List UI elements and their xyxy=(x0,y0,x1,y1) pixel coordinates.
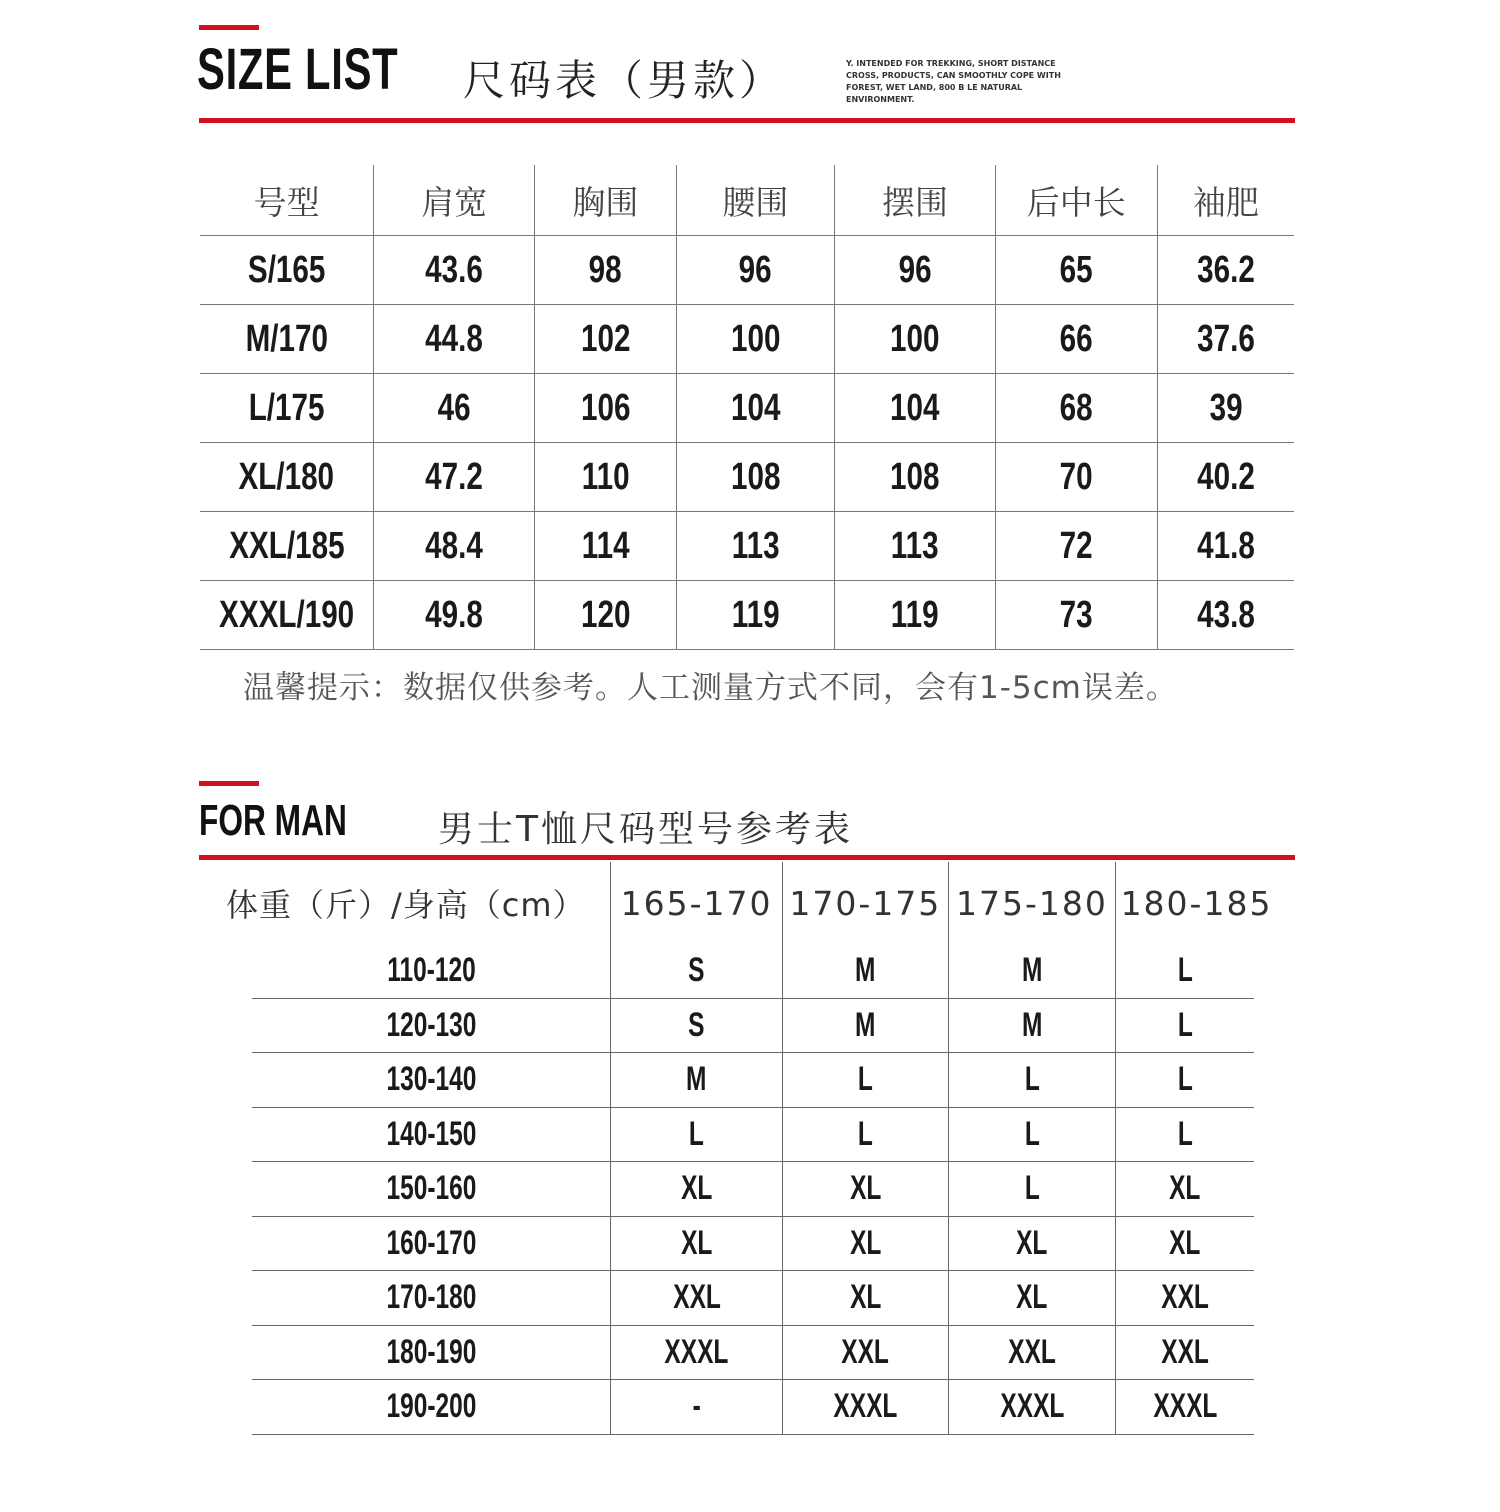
cell-text: 108 xyxy=(730,455,781,498)
size-cell xyxy=(611,1053,783,1108)
size-cell xyxy=(1116,1162,1277,1217)
cell-text: 150-160 xyxy=(386,1169,477,1208)
cell-text: 96 xyxy=(738,248,772,291)
size-cell xyxy=(611,1380,783,1435)
table-cell xyxy=(676,305,835,374)
cell-text: L xyxy=(1024,1169,1040,1208)
table-row xyxy=(226,1380,1277,1435)
table-cell xyxy=(995,305,1157,374)
size-cell xyxy=(948,1325,1115,1380)
cell-text: 140-150 xyxy=(386,1114,477,1153)
table-row xyxy=(200,236,1294,305)
cell-text: 70 xyxy=(1059,455,1093,498)
size-cell xyxy=(948,944,1115,998)
weight-cell xyxy=(226,944,611,998)
cell-text: XL xyxy=(1169,1169,1201,1208)
cell-text: 114 xyxy=(581,524,630,567)
cell-text: XXXL/190 xyxy=(219,593,355,636)
size-cell xyxy=(611,1325,783,1380)
size-cell xyxy=(1116,1216,1277,1271)
col-header-chest: 胸围 xyxy=(535,165,676,236)
table-row xyxy=(200,581,1294,650)
weight-cell xyxy=(226,1053,611,1108)
table-cell xyxy=(200,581,374,650)
cell-text: 110-120 xyxy=(386,951,476,990)
cell-text: 102 xyxy=(580,317,631,360)
cell-text: 120-130 xyxy=(386,1005,477,1044)
table-cell xyxy=(835,512,996,581)
table-cell xyxy=(676,236,835,305)
tshirt-chart-title: 男士T恤尺码型号参考表 xyxy=(438,809,853,850)
table-row xyxy=(200,512,1294,581)
size-chart-header-row xyxy=(200,165,1294,236)
weight-cell xyxy=(226,1216,611,1271)
col-header-sleeve: 袖肥 xyxy=(1157,165,1294,236)
table-cell xyxy=(374,236,535,305)
height-header: 170-175 xyxy=(782,862,948,944)
table-cell xyxy=(535,581,676,650)
cell-text: 68 xyxy=(1059,386,1093,429)
weight-cell xyxy=(226,1162,611,1217)
cell-text: 96 xyxy=(898,248,932,291)
table-cell xyxy=(1157,512,1294,581)
size-list-heading: SIZE LIST xyxy=(197,37,399,102)
cell-text: XXXL xyxy=(664,1332,729,1371)
cell-text: M/170 xyxy=(245,317,328,360)
weight-cell xyxy=(226,998,611,1053)
table-cell xyxy=(535,236,676,305)
table-cell xyxy=(676,443,835,512)
size-cell xyxy=(782,1216,948,1271)
cell-text: 36.2 xyxy=(1196,248,1255,291)
cell-text: 170-180 xyxy=(386,1278,477,1317)
height-header: 175-180 xyxy=(948,862,1115,944)
tshirt-size-table xyxy=(200,862,1300,1435)
cell-text: L xyxy=(1024,1114,1040,1153)
table-row xyxy=(200,374,1294,443)
table-cell xyxy=(374,305,535,374)
cell-text: 110 xyxy=(581,455,630,498)
size-cell xyxy=(782,1053,948,1108)
accent-bar-short xyxy=(199,25,259,30)
cell-text: XXXL xyxy=(1153,1387,1217,1426)
table-cell xyxy=(676,374,835,443)
col-header-size: 号型 xyxy=(253,182,320,222)
size-cell xyxy=(948,998,1115,1053)
table-row xyxy=(226,1271,1277,1326)
cell-text: XL xyxy=(680,1223,713,1262)
cell-text: XL xyxy=(1016,1223,1048,1262)
table-cell xyxy=(1157,443,1294,512)
table-cell xyxy=(374,512,535,581)
table-cell xyxy=(995,443,1157,512)
cell-text: 48.4 xyxy=(425,524,484,567)
col-header-hem: 摆围 xyxy=(835,165,996,236)
size-cell xyxy=(782,944,948,998)
table-cell xyxy=(835,305,996,374)
tshirt-header-row xyxy=(226,862,1277,944)
cell-text: XXL xyxy=(841,1332,890,1371)
table-cell xyxy=(1157,305,1294,374)
cell-text: 119 xyxy=(891,593,939,636)
cell-text: 100 xyxy=(730,317,781,360)
cell-text: XL xyxy=(849,1278,881,1317)
cell-text: L xyxy=(857,1060,873,1099)
cell-text: L xyxy=(689,1114,705,1153)
cell-text: S xyxy=(688,951,705,990)
size-cell xyxy=(611,1162,783,1217)
table-cell xyxy=(535,443,676,512)
cell-text: 39 xyxy=(1209,386,1243,429)
cell-text: S/165 xyxy=(247,248,326,291)
table-row xyxy=(200,443,1294,512)
fine-print: Y. INTENDED FOR TREKKING, SHORT DISTANCE CROSS, PRODUCTS, CAN SMOOTHLY COPE WITH FOREST, WET LAND, 800 B LE NATURAL ENVIRONMENT. xyxy=(846,59,1061,104)
table-cell xyxy=(200,305,374,374)
cell-text: XXL xyxy=(1161,1278,1209,1317)
cell-text: XXL xyxy=(1161,1332,1209,1371)
table-row xyxy=(226,1325,1277,1380)
cell-text: 43.6 xyxy=(425,248,484,291)
table-cell xyxy=(374,443,535,512)
cell-text: L/175 xyxy=(248,386,325,429)
table-cell xyxy=(200,512,374,581)
cell-text: 49.8 xyxy=(425,593,484,636)
cell-text: XL xyxy=(680,1169,713,1208)
table-cell xyxy=(1157,236,1294,305)
col-header-waist: 腰围 xyxy=(676,165,835,236)
cell-text: XL xyxy=(1169,1223,1201,1262)
size-cell xyxy=(1116,1053,1277,1108)
size-cell xyxy=(948,1162,1115,1217)
cell-text: XL xyxy=(849,1223,881,1262)
cell-text: 104 xyxy=(890,386,940,429)
table-cell xyxy=(835,581,996,650)
size-cell xyxy=(782,1107,948,1162)
cell-text: 43.8 xyxy=(1196,593,1255,636)
cell-text: 44.8 xyxy=(425,317,484,360)
weight-cell xyxy=(226,1107,611,1162)
cell-text: 100 xyxy=(890,317,940,360)
cell-text: 37.6 xyxy=(1196,317,1255,360)
table-cell xyxy=(835,236,996,305)
size-cell xyxy=(1116,1325,1277,1380)
table-row xyxy=(226,1107,1277,1162)
accent-bar-short-2 xyxy=(199,781,259,786)
size-cell xyxy=(1116,944,1277,998)
cell-text: 66 xyxy=(1059,317,1093,360)
table-cell xyxy=(200,374,374,443)
col-header-back-length: 后中长 xyxy=(995,165,1157,236)
cell-text: 47.2 xyxy=(425,455,484,498)
cell-text: 113 xyxy=(891,524,939,567)
cell-text: 104 xyxy=(730,386,781,429)
cell-text: XL xyxy=(849,1169,881,1208)
cell-text: XXL/185 xyxy=(228,524,345,567)
table-cell xyxy=(995,374,1157,443)
table-cell xyxy=(535,512,676,581)
cell-text: L xyxy=(1177,1005,1193,1044)
accent-rule-2 xyxy=(199,855,1295,860)
table-cell xyxy=(995,236,1157,305)
cell-text: 160-170 xyxy=(386,1223,477,1262)
measurement-note: 温馨提示：数据仅供参考。人工测量方式不同，会有1-5cm误差。 xyxy=(243,670,1178,706)
cell-text: S xyxy=(688,1005,705,1044)
cell-text: 65 xyxy=(1059,248,1093,291)
cell-text: 72 xyxy=(1059,524,1093,567)
size-cell xyxy=(948,1107,1115,1162)
table-row xyxy=(226,998,1277,1053)
size-cell xyxy=(1116,998,1277,1053)
cell-text: XXXL xyxy=(999,1387,1064,1426)
weight-cell xyxy=(226,1380,611,1435)
table-row xyxy=(200,305,1294,374)
cell-text: M xyxy=(855,951,876,990)
size-cell xyxy=(782,1162,948,1217)
table-cell xyxy=(835,374,996,443)
cell-text: L xyxy=(1177,951,1193,990)
for-man-heading: FOR MAN xyxy=(199,796,347,845)
table-cell xyxy=(374,581,535,650)
cell-text: 46 xyxy=(437,386,471,429)
weight-cell xyxy=(226,1325,611,1380)
corner-header: 体重（斤）/身高（cm） xyxy=(226,886,586,924)
table-cell xyxy=(835,443,996,512)
cell-text: 41.8 xyxy=(1196,524,1255,567)
size-chart-table xyxy=(200,165,1294,650)
cell-text: L xyxy=(857,1114,873,1153)
cell-text: 73 xyxy=(1059,593,1093,636)
table-cell xyxy=(1157,374,1294,443)
size-cell xyxy=(1116,1271,1277,1326)
size-cell xyxy=(611,1107,783,1162)
cell-text: M xyxy=(1021,1005,1043,1044)
cell-text: 40.2 xyxy=(1196,455,1255,498)
size-cell xyxy=(782,1380,948,1435)
cell-text: M xyxy=(1021,951,1043,990)
cell-text: 113 xyxy=(731,524,780,567)
table-cell xyxy=(535,374,676,443)
cell-text: L xyxy=(1177,1060,1193,1099)
accent-rule-1 xyxy=(199,118,1295,123)
cell-text: XL/180 xyxy=(238,455,335,498)
size-cell xyxy=(782,998,948,1053)
cell-text: XXL xyxy=(672,1278,721,1317)
cell-text: 120 xyxy=(580,593,631,636)
size-cell xyxy=(948,1271,1115,1326)
table-cell xyxy=(535,305,676,374)
table-cell xyxy=(374,374,535,443)
size-chart-title: 尺码表（男款） xyxy=(463,56,786,105)
cell-text: XL xyxy=(1016,1278,1048,1317)
table-cell xyxy=(1157,581,1294,650)
table-cell xyxy=(200,443,374,512)
table-row xyxy=(226,1216,1277,1271)
col-header-shoulder: 肩宽 xyxy=(374,165,535,236)
cell-text: 108 xyxy=(890,455,940,498)
size-cell xyxy=(948,1053,1115,1108)
cell-text: M xyxy=(855,1005,876,1044)
size-cell xyxy=(1116,1107,1277,1162)
table-cell xyxy=(676,512,835,581)
height-header: 165-170 xyxy=(611,862,783,944)
cell-text: - xyxy=(692,1387,701,1426)
cell-text: 106 xyxy=(580,386,631,429)
table-row xyxy=(226,1162,1277,1217)
table-cell xyxy=(995,581,1157,650)
size-cell xyxy=(611,944,783,998)
table-cell xyxy=(676,581,835,650)
table-row xyxy=(226,944,1277,998)
table-cell xyxy=(995,512,1157,581)
cell-text: XXXL xyxy=(833,1387,898,1426)
cell-text: L xyxy=(1177,1114,1193,1153)
table-cell xyxy=(200,236,374,305)
cell-text: 190-200 xyxy=(386,1387,477,1426)
cell-text: L xyxy=(1024,1060,1040,1099)
size-cell xyxy=(948,1380,1115,1435)
cell-text: 180-190 xyxy=(386,1332,477,1371)
height-header: 180-185 xyxy=(1116,862,1277,944)
size-cell xyxy=(1116,1380,1277,1435)
weight-cell xyxy=(226,1271,611,1326)
cell-text: 130-140 xyxy=(386,1060,477,1099)
size-cell xyxy=(611,998,783,1053)
size-cell xyxy=(611,1271,783,1326)
size-cell xyxy=(782,1325,948,1380)
table-row xyxy=(226,1053,1277,1108)
cell-text: XXL xyxy=(1008,1332,1056,1371)
size-cell xyxy=(611,1216,783,1271)
cell-text: M xyxy=(686,1060,707,1099)
cell-text: 98 xyxy=(588,248,622,291)
cell-text: 119 xyxy=(731,593,780,636)
size-cell xyxy=(782,1271,948,1326)
size-cell xyxy=(948,1216,1115,1271)
